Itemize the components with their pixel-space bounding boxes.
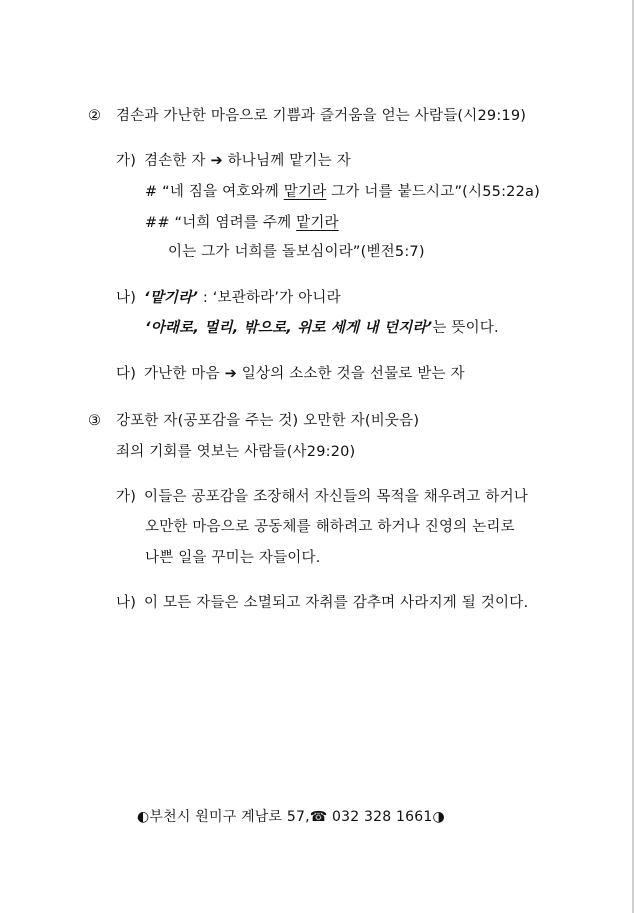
half-circle-left-icon: ◐ — [137, 809, 150, 825]
footer-phone: 032 328 1661 — [327, 809, 433, 825]
s2-na-line — [116, 288, 341, 308]
section-2-marker: ② — [88, 108, 102, 124]
section-3-title: 강포한 자(공포감을 주는 것) 오만한 자(비웃음) — [116, 413, 420, 429]
footer-address: 부천시 원미구 계남로 57, — [149, 809, 310, 825]
half-circle-right-icon: ◑ — [432, 809, 445, 825]
s2-na-meaning: ‘아래로, 멀리, 밖으로, 위로 세게 내 던지라’ — [145, 320, 433, 336]
section-3-marker: ③ — [88, 413, 102, 429]
s3-na-label: 나) — [116, 595, 137, 611]
s2-na-text: : ‘보관하라’가 아니라 — [202, 290, 341, 306]
s2-na-meaning-post: 는 뜻이다. — [432, 320, 499, 336]
s2-da-line — [116, 364, 465, 384]
s2-quote-2-line2: 이는 그가 너희를 돌보심이라”(벧전5:7) — [168, 244, 425, 260]
s3-ga-text-3: 나쁜 일을 꾸미는 자들이다. — [145, 550, 321, 566]
section-2-title: 겸손과 가난한 마음으로 기쁨과 즐거움을 얻는 사람들(시29:19) — [116, 108, 527, 124]
s3-ga-text-2: 오만한 마음으로 공동체를 해하려고 하거나 진영의 논리로 — [145, 519, 515, 535]
section-2-heading — [88, 106, 526, 126]
s2-na-meaning-line — [145, 318, 499, 338]
s2-ga-text: 겸손한 자 ➔ 하나님께 맡기는 자 — [144, 153, 351, 169]
s2-quote-2 — [145, 213, 339, 233]
s3-ga-label: 가) — [116, 489, 137, 505]
quote-2-underlined: 맡기라 — [296, 215, 339, 231]
footer-contact — [137, 807, 445, 827]
quote-1-underlined: 맡기라 — [283, 184, 327, 200]
quote-1-pre: # “네 짐을 여호와께 — [145, 184, 284, 200]
quote-1-post: 그가 너를 붙드시고”(시55:22a) — [326, 184, 540, 200]
s2-da-label: 다) — [116, 366, 137, 382]
s3-na-text: 이 모든 자들은 소멸되고 자취를 감추며 사라지게 될 것이다. — [144, 595, 529, 611]
section-3-subtitle: 죄의 기회를 엿보는 사람들(사29:20) — [116, 444, 356, 460]
s2-ga-line — [116, 151, 351, 171]
phone-icon: ☎ — [309, 809, 328, 825]
section-3-heading — [88, 411, 419, 431]
s2-quote-1 — [145, 182, 540, 202]
s2-na-label: 나) — [116, 290, 137, 306]
quote-2-pre: ## “너희 염려를 주께 — [145, 215, 297, 231]
s3-ga-line1 — [116, 487, 528, 507]
s2-ga-label: 가) — [116, 153, 137, 169]
s2-da-text: 가난한 마음 ➔ 일상의 소소한 것을 선물로 받는 자 — [144, 366, 465, 382]
s3-na-line — [116, 593, 528, 613]
s3-ga-text-1: 이들은 공포감을 조장해서 자신들의 목적을 채우려고 하거나 — [144, 489, 529, 505]
s2-na-term: ‘맡기라’ — [144, 290, 199, 306]
